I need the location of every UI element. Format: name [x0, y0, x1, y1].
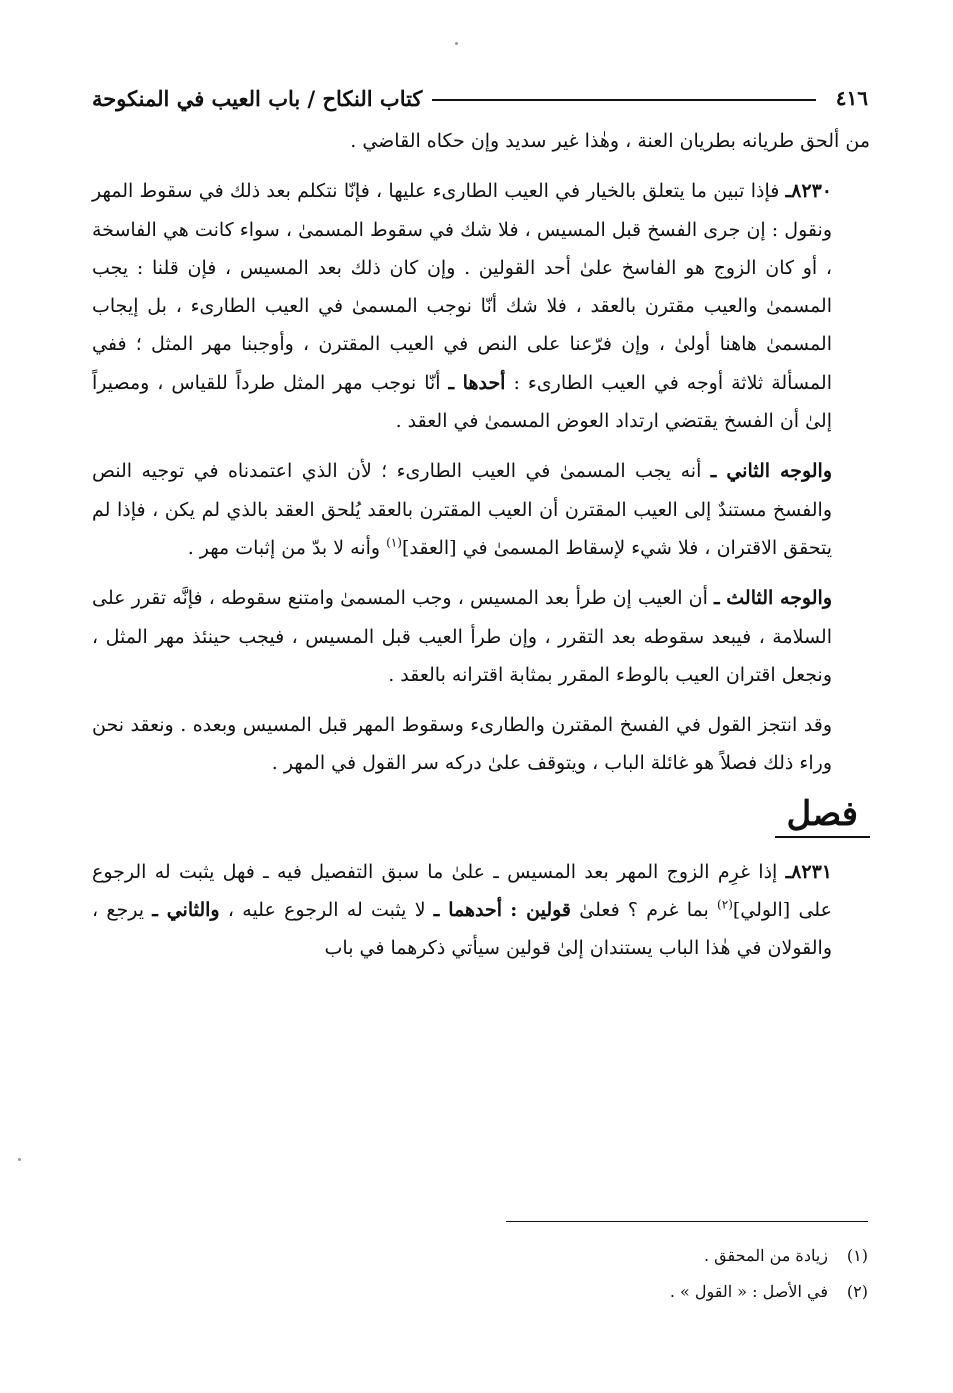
footnote-1 — [92, 1238, 868, 1274]
paragraph-8230: ٨٢٣٠ـ فإذا تبين ما يتعلق بالخيار في العيب الطارىء عليها ، فإنّا نتكلم بعد ذلك في سقوط المهر ونقول : إن جرى الفسخ قبل المسيس ، فلا شك في سقوط المسمىٰ ، سواء كانت هي الفاسخة ، أو كان الزوج هو الفاسخ علىٰ أحد القولين . وإن كان ذلك بعد المسيس ، فإن قلنا : يجب المسمىٰ والعيب مقترن بالعقد ، فلا شك أنّا نوجب المسمىٰ في العيب الطارىء ، بل إيجاب المسمىٰ هاهنا أولىٰ ، وإن فرّعنا على النص في العيب المقترن ، وأوجبنا مهر المثل ؛ ففي المسألة ثلاثة أوجه في العيب الطارىء : أحدها ـ أنّا نوجب مهر المثل طرداً للقياس ، ومصيراً إلىٰ أن الفسخ يقتضي ارتداد العوض المسمىٰ في العقد . — [92, 180, 832, 433]
footnote-ref-2[interactable]: (٢) — [717, 897, 733, 912]
fasl-calligraphy: فصل — [775, 792, 871, 838]
footnote-ref-1[interactable]: (١) — [386, 535, 402, 550]
footnote-text: في الأصل : « القول » . — [669, 1282, 828, 1301]
paragraph-third-view: والوجه الثالث ـ أن العيب إن طرأ بعد المسيس ، وجب المسمىٰ وامتنع سقوطه ، فإنَّه تقرر على السلامة ، فيبعد سقوطه بعد التقرر ، وإن طرأ العيب قبل المسيس ، فيجب حينئذ مهر المثل ، ونجعل اقتران العيب بالوطء المقرر بمثابة اقترانه بالعقد . — [92, 587, 832, 686]
main-text — [92, 122, 870, 968]
footnote-2 — [92, 1274, 868, 1310]
page-number: ٤١٦ — [835, 86, 868, 110]
paragraph-continuation: من ألحق طريانه بطريان العنة ، وهٰذا غير سديد وإن حكاه القاضي . — [350, 130, 870, 152]
footnote-divider — [506, 1221, 868, 1222]
third-view-label: والوجه الثالث ـ — [714, 587, 832, 610]
footnote-number: (٢) — [846, 1282, 868, 1301]
second-view-label: والوجه الثاني ـ — [710, 460, 832, 483]
header-rule — [432, 99, 815, 101]
paragraph-conclusion: وقد انتجز القول في الفسخ المقترن والطارىء وسقوط المهر قبل المسيس وبعده . ونعقد نحن وراء ذلك فصلاً هو غائلة الباب ، ويتوقف علىٰ دركه سر القول في المهر . — [92, 714, 832, 775]
paragraph-second-view: والوجه الثاني ـ أنه يجب المسمىٰ في العيب الطارىء ؛ لأن الذي اعتمدناه في توجيه النص والفسخ مستندٌ إلى العيب المقترن أن العيب المقترن بالعقد يُلحق العقد بالذي لم يكن ، فإذا لم يتحقق الاقتران ، فلا شيء لإسقاط المسمىٰ في [العقد]$^{(١)}$ وأنه لا بدّ من إثبات مهر . — [92, 460, 832, 559]
paragraph-8231: ٨٢٣١ـ إذا غرِم الزوج المهر بعد المسيس ـ علىٰ ما سبق التفصيل فيه ـ فهل يثبت له الرجوع على [الولي]$^{(٢)}$ بما غرم ؟ فعلىٰ قولين : أحدهما ـ لا يثبت له الرجوع عليه ، والثاني ـ يرجع ، والقولان في هٰذا الباب يستندان إلىٰ قولين سيأتي ذكرهما في باب — [92, 860, 832, 960]
footnotes — [92, 1238, 868, 1310]
footnote-text: زيادة من المحقق . — [704, 1246, 828, 1265]
scan-speck — [455, 42, 458, 45]
chapter-title: كتاب النكاح / باب العيب في المنكوحة — [92, 85, 423, 111]
paragraph-number: ٨٢٣٠ـ — [785, 180, 832, 203]
footnote-number: (١) — [846, 1246, 868, 1265]
section-heading — [92, 791, 870, 847]
paragraph-number: ٨٢٣١ـ — [785, 860, 832, 883]
running-header — [92, 78, 868, 118]
scan-speck — [18, 1158, 21, 1161]
first-view-label: أحدها ـ — [448, 371, 506, 394]
